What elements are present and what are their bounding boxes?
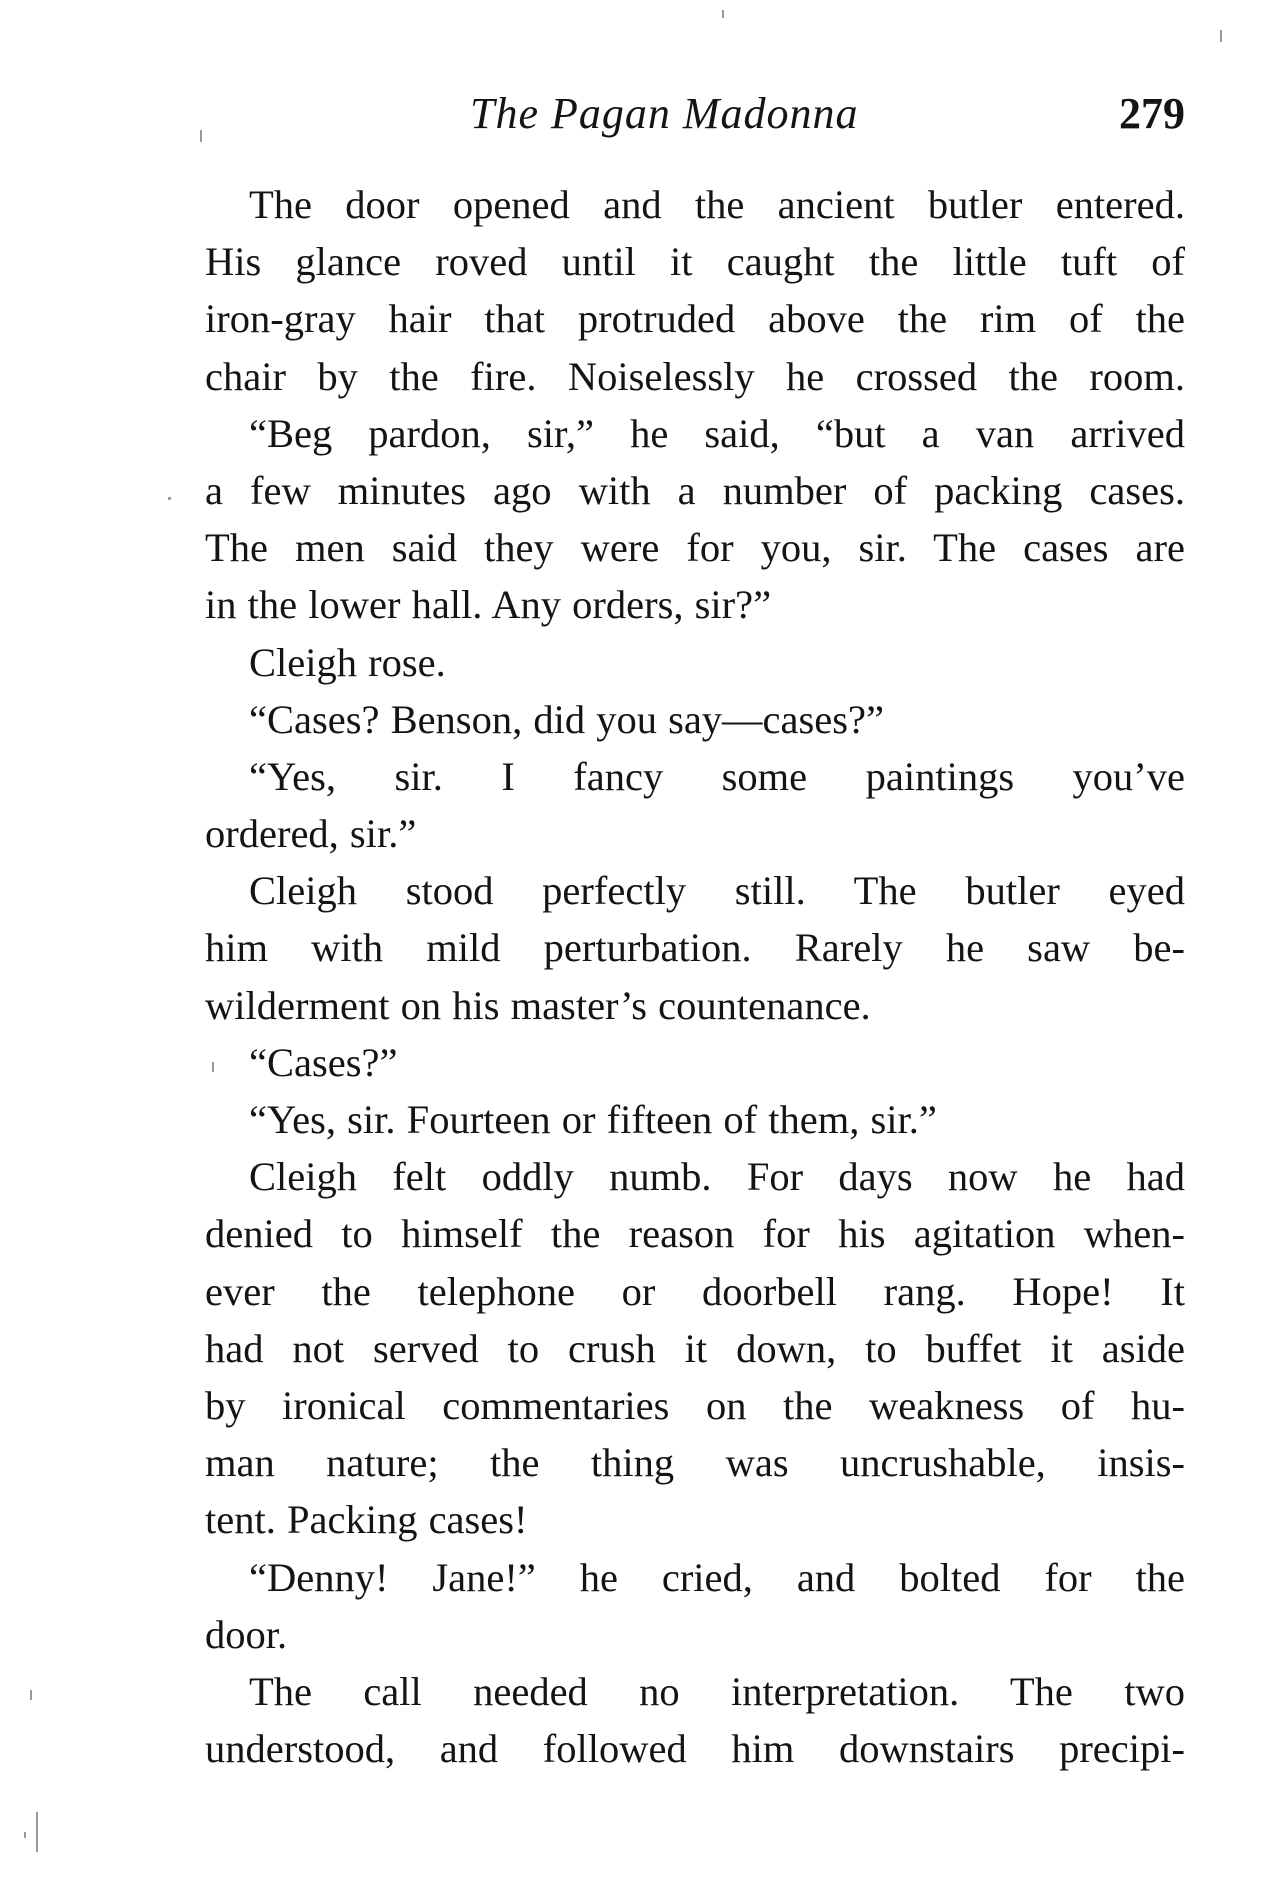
text-line: Cleigh stood perfectly still. The butler eyed bbox=[249, 868, 1185, 914]
text-line: wilderment on his master’s countenance. bbox=[205, 982, 871, 1028]
scan-speck bbox=[1220, 30, 1222, 42]
text-line: Cleigh felt oddly numb. For days now he had bbox=[249, 1154, 1185, 1200]
text-line: iron-gray hair that protruded above the rim of the bbox=[205, 296, 1185, 342]
scan-speck bbox=[212, 1062, 214, 1072]
text-line: “Cases?” bbox=[249, 1039, 398, 1085]
scan-speck bbox=[30, 1690, 32, 1700]
text-line: The call needed no interpretation. The two bbox=[249, 1668, 1185, 1714]
text-line: in the lower hall. Any orders, sir?” bbox=[205, 582, 772, 628]
scan-speck bbox=[722, 10, 724, 18]
text-line: door. bbox=[205, 1611, 288, 1657]
text-line: by ironical commentaries on the weakness of hu- bbox=[205, 1382, 1185, 1428]
text-line: The men said they were for you, sir. The cases are bbox=[205, 525, 1185, 571]
scan-speck bbox=[200, 130, 202, 142]
text-line: man nature; the thing was uncrushable, insis- bbox=[205, 1440, 1185, 1486]
text-line: “Cases? Benson, did you say—cases?” bbox=[249, 696, 884, 742]
page-number: 279 bbox=[1119, 89, 1185, 138]
text-line: had not served to crush it down, to buffet it aside bbox=[205, 1325, 1185, 1371]
text-line: ordered, sir.” bbox=[205, 811, 417, 857]
text-line: His glance roved until it caught the little tuft of bbox=[205, 239, 1185, 285]
scan-speck bbox=[168, 497, 171, 500]
scan-speck bbox=[36, 1812, 38, 1852]
running-title: The Pagan Madonna bbox=[470, 89, 859, 138]
text-line: ever the telephone or doorbell rang. Hope! It bbox=[205, 1268, 1185, 1314]
text-line: understood, and followed him downstairs precipi- bbox=[205, 1726, 1185, 1772]
text-line: chair by the fire. Noiselessly he crossed the room. bbox=[205, 353, 1185, 399]
text-line: “Yes, sir. Fourteen or fifteen of them, sir.” bbox=[249, 1097, 937, 1142]
text-line: “Beg pardon, sir,” he said, “but a van arrived bbox=[249, 410, 1185, 456]
text-line: denied to himself the reason for his agitation when- bbox=[205, 1211, 1185, 1257]
text-line: a few minutes ago with a number of packing cases. bbox=[205, 467, 1185, 513]
page-header bbox=[205, 88, 1185, 148]
text-line: tent. Packing cases! bbox=[205, 1497, 528, 1543]
scan-speck bbox=[24, 1832, 26, 1838]
body-text bbox=[205, 176, 1185, 1777]
text-line: The door opened and the ancient butler entered. bbox=[249, 182, 1185, 227]
text-line: “Denny! Jane!” he cried, and bolted for the bbox=[249, 1554, 1185, 1600]
text-line: him with mild perturbation. Rarely he saw be- bbox=[205, 925, 1185, 971]
text-line: Cleigh rose. bbox=[249, 639, 446, 685]
text-line: “Yes, sir. I fancy some paintings you’ve bbox=[249, 753, 1185, 799]
